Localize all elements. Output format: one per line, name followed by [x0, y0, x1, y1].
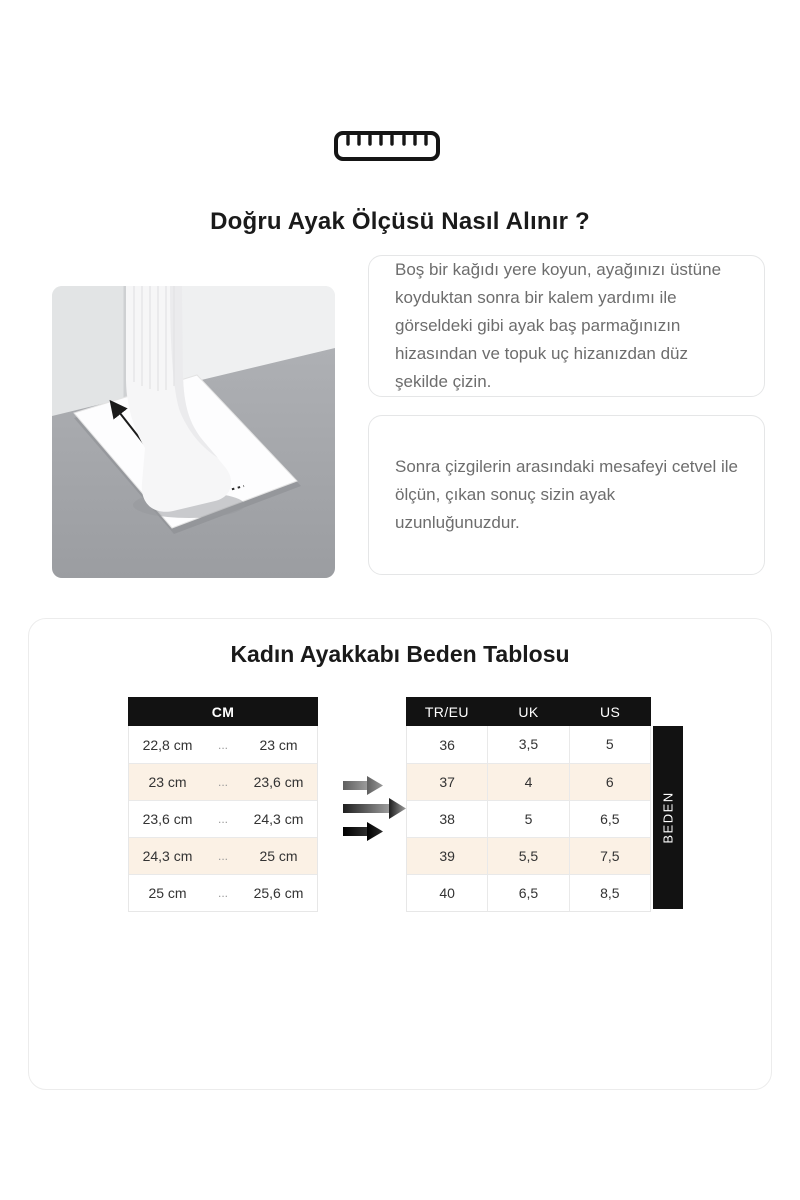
size-us: 7,5 [569, 838, 650, 874]
size-uk: 5 [487, 801, 568, 837]
page-title: Doğru Ayak Ölçüsü Nasıl Alınır ? [210, 208, 590, 236]
cm-to: 24,3 cm [253, 811, 304, 827]
cm-to: 23 cm [259, 736, 298, 753]
table-row [407, 726, 650, 763]
size-us: 6 [569, 764, 650, 800]
foot-on-paper-measurement-photo [52, 286, 335, 578]
ruler-icon [334, 131, 440, 162]
cm-to: 25,6 cm [253, 885, 304, 901]
header-cell-us: US [600, 703, 621, 720]
instruction-card-1 [368, 255, 765, 397]
triple-right-arrows-icon [342, 775, 408, 841]
size-us: 8,5 [569, 875, 650, 911]
range-dots: ... [217, 775, 228, 789]
header-cell-tr-eu: TR/EU [424, 703, 469, 720]
table-row [407, 763, 650, 800]
size-uk: 5,5 [487, 838, 568, 874]
size-tr-eu: 36 [439, 736, 455, 753]
table-row [407, 874, 650, 911]
beden-side-label [653, 726, 683, 909]
size-table-section [28, 618, 772, 1090]
cm-from: 23,6 cm [142, 811, 193, 827]
size-tr-eu: 39 [439, 848, 455, 864]
cm-from: 25 cm [148, 885, 187, 901]
table-row [129, 726, 317, 763]
range-dots: ... [217, 849, 228, 863]
conversion-table [406, 697, 651, 912]
range-dots: ... [217, 886, 228, 900]
cm-from: 24,3 cm [142, 848, 193, 864]
size-tr-eu: 37 [439, 774, 455, 790]
cm-to: 23,6 cm [253, 774, 304, 790]
cm-from: 23 cm [148, 774, 187, 790]
instruction-card-2 [368, 415, 765, 575]
table-row [129, 837, 317, 874]
conversion-table-header [406, 697, 651, 726]
size-uk: 6,5 [487, 875, 568, 911]
table-row [407, 837, 650, 874]
table-row [129, 800, 317, 837]
table-row [129, 874, 317, 911]
size-uk: 4 [487, 764, 568, 800]
table-row [129, 763, 317, 800]
range-dots: ... [217, 812, 228, 826]
size-us: 5 [569, 726, 650, 763]
range-dots: ... [217, 737, 228, 752]
cm-table-header: CM [128, 697, 318, 726]
cm-from: 22,8 cm [142, 736, 193, 753]
size-tr-eu: 40 [439, 885, 455, 901]
size-us: 6,5 [569, 801, 650, 837]
cm-to: 25 cm [259, 848, 298, 864]
size-uk: 3,5 [487, 726, 568, 763]
instruction-text-2: Sonra çizgilerin arasındaki mesafeyi cetvel ile ölçün, çıkan sonuç sizin ayak uzunluğunuzdur. [395, 457, 738, 532]
size-table-title: Kadın Ayakkabı Beden Tablosu [230, 641, 570, 667]
instruction-text-1: Boş bir kağıdı yere koyun, ayağınızı üstüne koyduktan sonra bir kalem yardımı ile görseldeki gibi ayak baş parmağınızın hizasından ve topuk uç hizanızdan düz şekilde çizin. [395, 260, 722, 391]
header-cell-uk: UK [518, 703, 539, 720]
tables-area [29, 697, 773, 927]
table-row [407, 800, 650, 837]
cm-table [128, 697, 318, 912]
wall-left [52, 286, 126, 416]
size-tr-eu: 38 [439, 811, 455, 827]
beden-side-label-text: BEDEN [660, 791, 676, 844]
